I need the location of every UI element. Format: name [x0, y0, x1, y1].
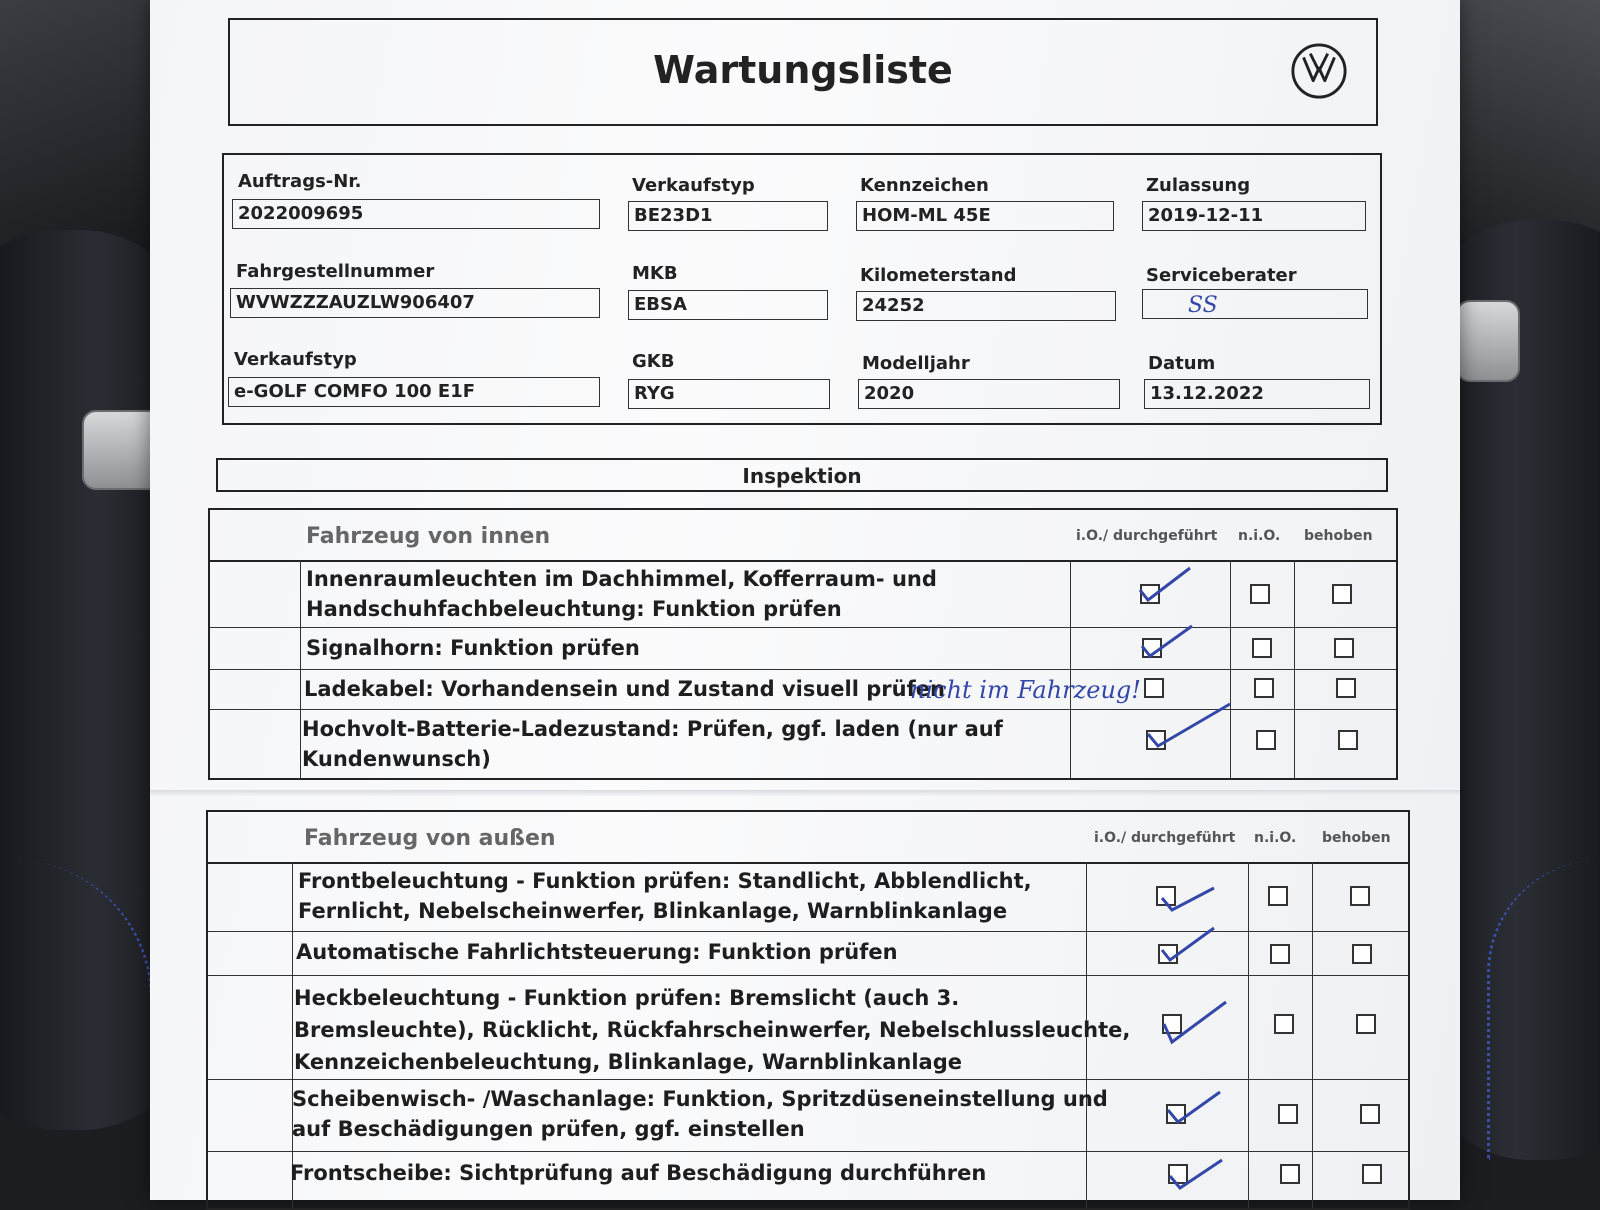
- row-text: Signalhorn: Funktion prüfen: [306, 636, 640, 660]
- fahrgestell-value: WVWZZZAUZLW906407: [230, 288, 600, 318]
- maintenance-sheet: [150, 0, 1460, 1200]
- checklist-row: [210, 560, 1396, 628]
- nio-checkbox[interactable]: [1274, 1014, 1294, 1034]
- page-title: Wartungsliste: [653, 48, 953, 92]
- row-text: Automatische Fahrlichtsteuerung: Funktion prüfen: [296, 940, 898, 964]
- verkaufstyp-value: BE23D1: [628, 201, 828, 231]
- column-behoben: behoben: [1322, 830, 1391, 846]
- row-text: Hochvolt-Batterie-Ladezustand: Prüfen, ggf. laden (nur auf Kundenwunsch): [302, 717, 1003, 771]
- zulassung-value: 2019-12-11: [1142, 201, 1366, 231]
- gkb-label: GKB: [632, 351, 675, 372]
- behoben-checkbox[interactable]: [1360, 1104, 1380, 1124]
- column-io: i.O./ durchgeführt: [1094, 830, 1236, 846]
- handwritten-check-icon: [1164, 1086, 1224, 1126]
- steering-paddle-right: [1456, 300, 1520, 382]
- table-innen: [208, 508, 1398, 780]
- nio-checkbox[interactable]: [1280, 1164, 1300, 1184]
- title-box: [228, 18, 1378, 126]
- checklist-row: [208, 862, 1408, 932]
- table-title: Fahrzeug von außen: [304, 826, 556, 851]
- section-heading: Inspektion: [216, 458, 1388, 492]
- checklist-row: [210, 710, 1396, 780]
- gkb-value: RYG: [628, 379, 830, 409]
- nio-checkbox[interactable]: [1256, 730, 1276, 750]
- km-value: 24252: [856, 291, 1116, 321]
- behoben-checkbox[interactable]: [1362, 1164, 1382, 1184]
- behoben-checkbox[interactable]: [1356, 1014, 1376, 1034]
- handwritten-check-icon: [1158, 924, 1218, 964]
- verkaufstyp2-label: Verkaufstyp: [234, 349, 357, 370]
- behoben-checkbox[interactable]: [1334, 638, 1354, 658]
- mkb-value: EBSA: [628, 290, 828, 320]
- handwritten-check-icon: [1136, 564, 1196, 604]
- mkb-label: MKB: [632, 263, 678, 284]
- row-text: Scheibenwisch- /Waschanlage: Funktion, Spritzdüseneinstellung und auf Beschädigungen prüfen, ggf. einstellen: [292, 1087, 1108, 1141]
- behoben-checkbox[interactable]: [1332, 584, 1352, 604]
- kennzeichen-label: Kennzeichen: [860, 175, 989, 196]
- row-text: Frontbeleuchtung - Funktion prüfen: Standlicht, Abblendlicht, Fernlicht, Nebelscheinwerfer, Blinkanlage, Warnblinkanlage: [298, 869, 1032, 923]
- verkaufstyp2-value: e-GOLF COMFO 100 E1F: [228, 377, 600, 407]
- modelljahr-value: 2020: [858, 379, 1120, 409]
- row-text: Innenraumleuchten im Dachhimmel, Kofferraum- und Handschuhfachbeleuchtung: Funktion prüfen: [306, 567, 937, 621]
- datum-value: 13.12.2022: [1144, 379, 1370, 409]
- table-title: Fahrzeug von innen: [306, 524, 551, 549]
- row-text: Frontscheibe: Sichtprüfung auf Beschädigung durchführen: [290, 1161, 987, 1185]
- checklist-row: [210, 628, 1396, 670]
- nio-checkbox[interactable]: [1268, 886, 1288, 906]
- table-header: [208, 812, 1408, 864]
- auftrag-value: 2022009695: [232, 199, 600, 229]
- datum-label: Datum: [1148, 353, 1216, 374]
- fahrgestell-label: Fahrgestellnummer: [236, 261, 435, 282]
- vw-logo-icon: [1290, 42, 1348, 100]
- modelljahr-label: Modelljahr: [862, 353, 970, 374]
- km-label: Kilometerstand: [860, 265, 1017, 286]
- column-behoben: behoben: [1304, 528, 1373, 544]
- table-aussen: [206, 810, 1410, 1210]
- checklist-row: [208, 976, 1408, 1080]
- checklist-row: [208, 1080, 1408, 1152]
- nio-checkbox[interactable]: [1252, 638, 1272, 658]
- column-nio: n.i.O.: [1254, 830, 1297, 846]
- checklist-row: [208, 1152, 1408, 1202]
- behoben-checkbox[interactable]: [1352, 944, 1372, 964]
- berater-label: Serviceberater: [1146, 265, 1297, 286]
- handwritten-check-icon: [1138, 622, 1198, 662]
- handwritten-check-icon: [1166, 1152, 1226, 1192]
- handwritten-note: nicht im Fahrzeug!: [910, 676, 1141, 704]
- verkaufstyp-label: Verkaufstyp: [632, 175, 755, 196]
- vehicle-info-box: [222, 153, 1382, 425]
- paper-fold: [150, 790, 1460, 796]
- io-checkbox[interactable]: [1144, 678, 1164, 698]
- row-text: Ladekabel: Vorhandensein und Zustand visuell prüfen: [304, 677, 945, 701]
- auftrag-label: Auftrags-Nr.: [238, 171, 362, 192]
- behoben-checkbox[interactable]: [1336, 678, 1356, 698]
- column-io: i.O./ durchgeführt: [1076, 528, 1218, 544]
- handwritten-check-icon: [1144, 698, 1234, 752]
- behoben-checkbox[interactable]: [1338, 730, 1358, 750]
- berater-value: SS: [1142, 289, 1368, 319]
- table-header: [210, 510, 1396, 562]
- nio-checkbox[interactable]: [1270, 944, 1290, 964]
- nio-checkbox[interactable]: [1278, 1104, 1298, 1124]
- column-nio: n.i.O.: [1238, 528, 1281, 544]
- nio-checkbox[interactable]: [1250, 584, 1270, 604]
- handwritten-check-icon: [1160, 998, 1230, 1048]
- nio-checkbox[interactable]: [1254, 678, 1274, 698]
- handwritten-check-icon: [1158, 876, 1218, 916]
- kennzeichen-value: HOM-ML 45E: [856, 201, 1114, 231]
- row-text: Heckbeleuchtung - Funktion prüfen: Bremslicht (auch 3. Bremsleuchte), Rücklicht, Rückfahrscheinwerfer, Nebelschlussleuchte, Kennzeichenbeleuchtung, Blinkanlage, Warnblinkanlage: [294, 986, 1131, 1074]
- behoben-checkbox[interactable]: [1350, 886, 1370, 906]
- checklist-row: [208, 932, 1408, 976]
- zulassung-label: Zulassung: [1146, 175, 1251, 196]
